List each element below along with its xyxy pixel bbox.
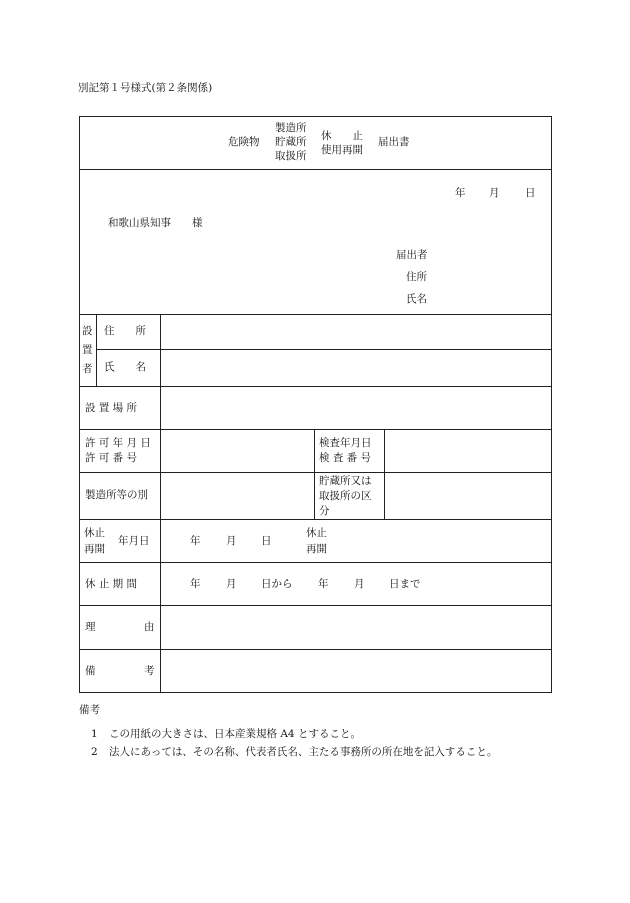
rule xyxy=(79,386,552,387)
remarks-label-2: 考 xyxy=(144,665,155,677)
header-month: 月 xyxy=(489,187,500,199)
suspend-label-2: 再開 xyxy=(84,543,105,555)
addressee: 和歌山県知事 様 xyxy=(108,217,203,229)
title-action-suspend: 休 止 xyxy=(321,130,363,142)
installer-group-2: 置 xyxy=(82,344,93,356)
period-month-2: 月 xyxy=(354,578,365,590)
installer-group-3: 者 xyxy=(82,363,93,375)
inspection-date-label: 検査年月日 xyxy=(319,437,372,449)
applicant-address-label: 住所 xyxy=(406,271,427,283)
rule xyxy=(79,169,552,170)
form-reference: 別記第１号様式(第２条関係) xyxy=(78,82,213,94)
inspection-number-label: 検 査 番 号 xyxy=(319,452,372,464)
suspend-day: 日 xyxy=(261,535,272,547)
installer-address-label: 住 所 xyxy=(104,325,146,337)
installer-group-1: 設 xyxy=(82,325,93,337)
title-facility-2: 貯蔵所 xyxy=(275,136,307,148)
storage-kind-label-3: 分 xyxy=(319,505,330,517)
installer-name-label: 氏 名 xyxy=(104,361,146,373)
location-label: 設 置 場 所 xyxy=(85,402,138,414)
permit-date-label: 許 可 年 月 日 xyxy=(85,437,151,449)
period-year-2: 年 xyxy=(318,578,329,590)
period-year-1: 年 xyxy=(190,578,201,590)
note-text: この用紙の大きさは、日本産業規格 A4 とすること。 xyxy=(109,728,361,740)
period-month-1: 月 xyxy=(226,578,237,590)
rule xyxy=(79,562,552,563)
rule xyxy=(79,429,552,430)
rule xyxy=(96,314,97,386)
suspend-option-suspend: 休止 xyxy=(306,527,327,539)
title-facility-1: 製造所 xyxy=(275,122,307,134)
rule xyxy=(160,314,161,693)
rule xyxy=(79,649,552,650)
title-suffix: 届出書 xyxy=(378,136,410,148)
period-day-from: 日から xyxy=(261,578,293,590)
period-day-until: 日まで xyxy=(389,578,421,590)
rule xyxy=(79,314,552,315)
rule xyxy=(384,429,385,519)
applicant-name-label: 氏名 xyxy=(406,293,427,305)
storage-kind-label-1: 貯蔵所又は xyxy=(319,475,372,487)
suspend-label-3: 年月日 xyxy=(118,535,150,547)
permit-number-label: 許 可 番 号 xyxy=(85,452,138,464)
title-action-resume: 使用再開 xyxy=(321,144,363,156)
suspend-label-1: 休止 xyxy=(84,527,105,539)
title-subject: 危険物 xyxy=(228,136,260,148)
remarks-label-1: 備 xyxy=(85,665,96,677)
storage-kind-label-2: 取扱所の区 xyxy=(319,490,372,502)
note-number: 2 xyxy=(91,746,98,758)
form-table xyxy=(79,116,552,693)
notes-heading: 備考 xyxy=(79,704,100,716)
reason-label-2: 由 xyxy=(144,621,155,633)
title-facility-3: 取扱所 xyxy=(275,150,307,162)
applicant-label: 届出者 xyxy=(396,249,428,261)
rule xyxy=(79,472,552,473)
rule xyxy=(96,349,552,350)
rule xyxy=(79,605,552,606)
rule xyxy=(314,429,315,519)
period-label: 休 止 期 間 xyxy=(85,578,138,590)
reason-label-1: 理 xyxy=(85,621,96,633)
suspend-month: 月 xyxy=(226,535,237,547)
suspend-year: 年 xyxy=(190,535,201,547)
note-text: 法人にあっては、その名称、代表者氏名、主たる事務所の所在地を記入すること。 xyxy=(109,746,498,758)
facility-kind-label: 製造所等の別 xyxy=(85,489,148,501)
suspend-option-resume: 再開 xyxy=(306,543,327,555)
header-year: 年 xyxy=(455,187,466,199)
rule xyxy=(79,519,552,520)
note-number: 1 xyxy=(91,728,98,740)
header-day: 日 xyxy=(525,187,536,199)
